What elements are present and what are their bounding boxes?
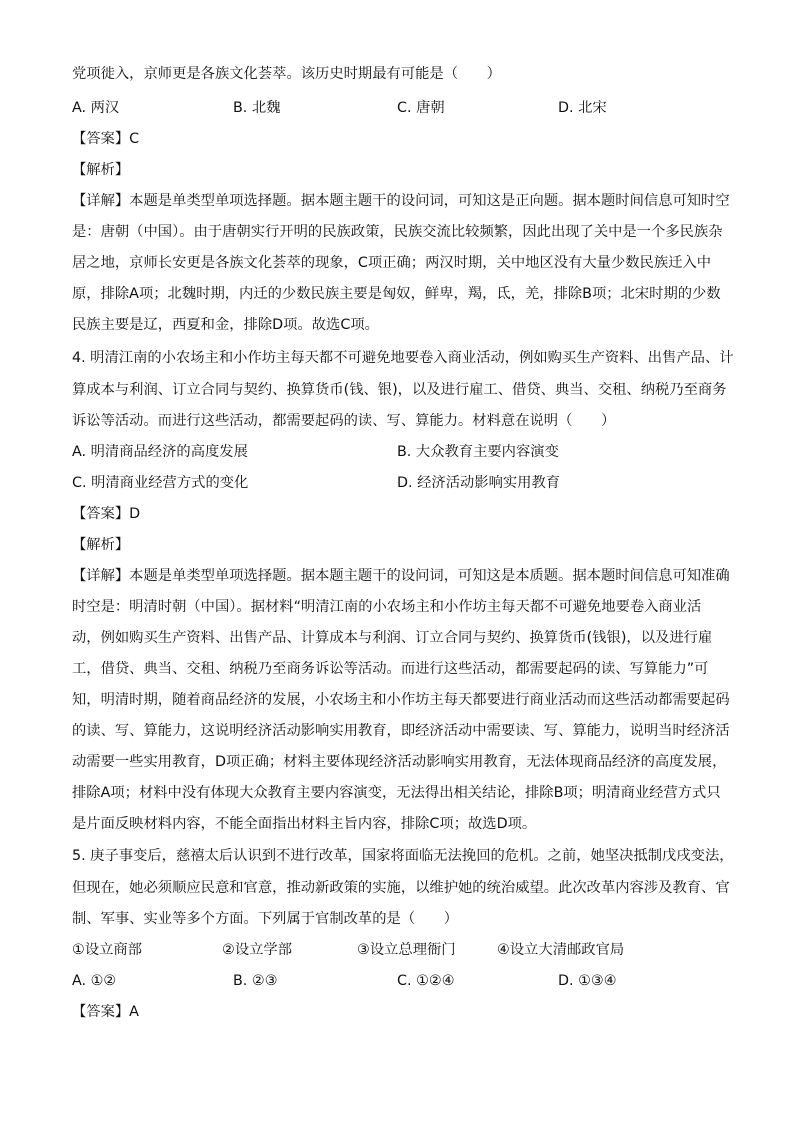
q5-option-b: B. ②③ xyxy=(233,973,278,989)
q4-stem-line: 4. 明清江南的小农场主和小作坊主每天都不可避免地要卷入商业活动，例如购买生产资料、出售产品、计 xyxy=(72,350,734,366)
q3-detail-line: 原，排除A项；北魏时期，内迁的少数民族主要是匈奴，鲜卑，羯，氐，羌，排除B项；北宋时期的少数 xyxy=(72,286,721,302)
q3-option-c: C. 唐朝 xyxy=(397,100,445,116)
q4-detail-line: 动，例如购买生产资料、出售产品、计算成本与利润、订立合同与契约、换算货币(钱银)，以及进行雇 xyxy=(72,630,713,646)
q3-stem-end: 党项徙入，京师更是各族文化荟萃。该历史时期最有可能是（ ） xyxy=(72,66,501,82)
q3-analysis-label: 【解析】 xyxy=(72,162,130,178)
q4-detail-line: 工，借贷、典当、交租、纳税乃至商务诉讼等活动。而进行这些活动，都需要起码的读、写算能力”可 xyxy=(72,661,709,677)
q5-item-3: ③设立总理衙门 xyxy=(357,942,456,958)
q5-item-4: ④设立大清邮政官局 xyxy=(497,942,625,958)
q4-detail-line: 的读、写、算能力，这说明经济活动影响实用教育，即经济活动中需要读、写、算能力，说明当时经济活 xyxy=(72,723,730,739)
q4-stem-line: 诉讼等活动。而进行这些活动，都需要起码的读、写、算能力。材料意在说明（ ） xyxy=(72,413,616,429)
q4-detail-line: 排除A项；材料中没有体现大众教育主要内容演变，无法得出相关结论，排除B项；明清商业经营方式只 xyxy=(72,785,721,801)
q4-option-b: B. 大众教育主要内容演变 xyxy=(397,444,559,460)
q5-option-d: D. ①③④ xyxy=(558,973,617,989)
q4-detail-line: 动需要一些实用教育，D项正确；材料主要体现经济活动影响实用教育，无法体现商品经济的高度发展， xyxy=(72,754,727,770)
q3-option-d: D. 北宋 xyxy=(558,100,607,116)
q3-option-a: A. 两汉 xyxy=(72,100,120,116)
q4-answer: 【答案】D xyxy=(72,506,141,522)
q5-stem-line: 但现在，她必须顺应民意和官意，推动新政策的实施，以维护她的统治威望。此次改革内容涉及教育、官 xyxy=(72,880,730,896)
q3-detail-line: 【详解】本题是单类型单项选择题。据本题主题干的设问词，可知这是正向题。据本题时间信息可知时空 xyxy=(72,193,730,209)
q4-stem-line: 算成本与利润、订立合同与契约、换算货币(钱、银)，以及进行雇工、借贷、典当、交租、纳税乃至商务 xyxy=(72,382,727,398)
q5-option-c: C. ①②④ xyxy=(397,973,455,989)
q5-answer: 【答案】A xyxy=(72,1004,139,1020)
q3-detail-line: 民族主要是辽，西夏和金，排除D项。故选C项。 xyxy=(72,317,379,333)
q5-item-1: ①设立商部 xyxy=(72,942,143,958)
q4-detail-line: 知，明清时期，随着商品经济的发展，小农场主和小作坊主每天都要进行商业活动而这些活动都需要起码 xyxy=(72,692,730,708)
q5-option-a: A. ①② xyxy=(72,973,117,989)
q3-detail-line: 居之地，京师长安更是各族文化荟萃的现象，C项正确；两汉时期，关中地区没有大量少数民族迁入中 xyxy=(72,255,712,271)
q4-detail-line: 时空是：明清时朝（中国）。据材料“明清江南的小农场主和小作坊主每天都不可避免地要卷入商业活 xyxy=(72,599,702,615)
q4-option-a: A. 明清商品经济的高度发展 xyxy=(72,444,248,460)
q4-option-c: C. 明清商业经营方式的变化 xyxy=(72,475,249,491)
q5-stem-line: 制、军事、实业等多个方面。下列属于官制改革的是（ ） xyxy=(72,911,459,927)
q4-detail-line: 【详解】本题是单类型单项选择题。据本题主题干的设问词，可知这是本质题。据本题时间信息可知准确 xyxy=(72,568,730,584)
q5-item-2: ②设立学部 xyxy=(222,942,293,958)
q3-answer: 【答案】C xyxy=(72,131,140,147)
q4-option-d: D. 经济活动影响实用教育 xyxy=(397,475,561,491)
q5-stem-line: 5. 庚子事变后，慈禧太后认识到不进行改革，国家将面临无法挽回的危机。之前，她坚决抵制戊戌变法， xyxy=(72,848,734,864)
q3-detail-line: 是：唐朝（中国）。由于唐朝实行开明的民族政策，民族交流比较频繁，因此出现了关中是一个多民族杂 xyxy=(72,224,723,240)
q4-analysis-label: 【解析】 xyxy=(72,537,130,553)
q4-detail-line: 是片面反映材料内容，不能全面指出材料主旨内容，排除C项；故选D项。 xyxy=(72,816,537,832)
q3-option-b: B. 北魏 xyxy=(233,100,281,116)
